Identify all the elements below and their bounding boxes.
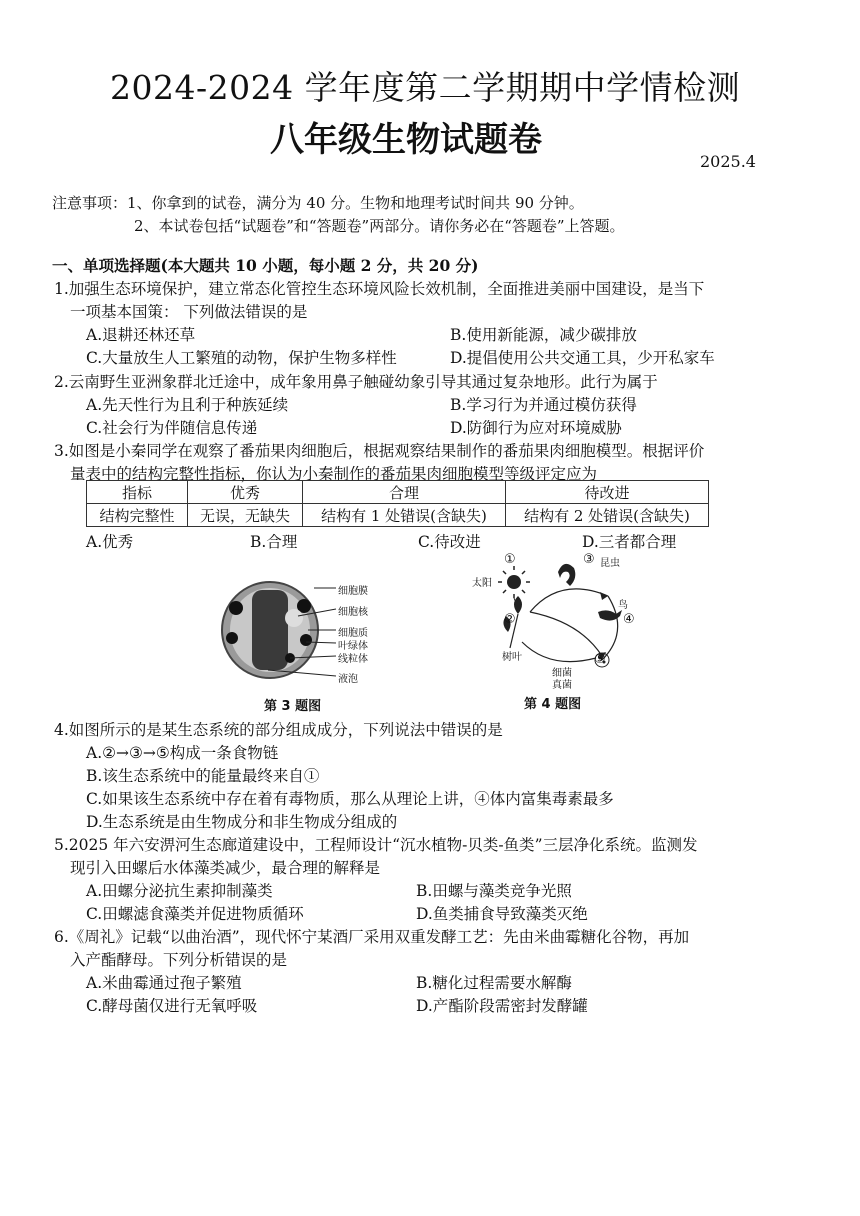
marker-1: ① — [504, 552, 516, 567]
exam-title: 2024-2024 学年度第二学期期中学情检测 — [110, 68, 741, 107]
q3-option-c: C.待改进 — [418, 533, 481, 551]
marker-5: ⑤ — [594, 652, 606, 667]
label-insect: 昆虫 — [600, 558, 620, 569]
label-leaf: 树叶 — [502, 652, 522, 663]
q4-option-c: C.如果该生态系统中存在着有毒物质，那么从理论上讲，④体内富集毒素最多 — [86, 790, 614, 808]
q1-stem-line-1: 1.加强生态环境保护，建立常态化管控生态环境风险长效机制，全面推进美丽中国建设，是当下 — [54, 280, 705, 298]
table-header-row — [87, 481, 709, 504]
table-header-cell: 优秀 — [188, 481, 303, 504]
figure-4-ecosystem — [470, 552, 650, 713]
q6-option-c: C.酵母菌仅进行无氧呼吸 — [86, 997, 258, 1015]
q6-option-b: B.糖化过程需要水解酶 — [416, 974, 572, 992]
evaluation-table — [86, 480, 709, 527]
q6-stem-line-1: 6.《周礼》记载“以曲治酒”，现代怀宁某酒厂采用双重发酵工艺：先由米曲霉糖化谷物，再加 — [54, 928, 690, 946]
label-mitochondria: 线粒体 — [338, 654, 368, 665]
q5-option-b: B.田螺与藻类竞争光照 — [416, 882, 572, 900]
q1-stem-line-2: 一项基本国策： 下列做法错误的是 — [70, 303, 308, 321]
exam-date: 2025.4 — [700, 152, 756, 171]
label-bacteria: 细菌 — [552, 668, 572, 679]
q6-option-a: A.米曲霉通过孢子繁殖 — [86, 974, 242, 992]
bird-icon — [598, 610, 622, 621]
q5-option-d: D.鱼类捕食导致藻类灭绝 — [416, 905, 588, 923]
q3-option-d: D.三者都合理 — [582, 533, 677, 551]
table-cell: 结构完整性 — [87, 504, 188, 527]
q6-option-d: D.产酯阶段需密封发酵罐 — [416, 997, 588, 1015]
figure-4-caption: 第 4 题图 — [524, 697, 582, 712]
q3-stem-line-2: 量表中的结构完整性指标，你认为小秦制作的番茄果肉细胞模型等级评定应为 — [70, 465, 598, 483]
q3-option-b: B.合理 — [250, 533, 298, 551]
q2-option-d: D.防御行为应对环境威胁 — [450, 419, 622, 437]
q1-option-d: D.提倡使用公共交通工具，少开私家车 — [450, 349, 715, 367]
label-cytoplasm: 细胞质 — [338, 628, 368, 639]
table-row — [87, 504, 709, 527]
label-sun: 太阳 — [472, 578, 492, 589]
table-header-cell: 待改进 — [506, 481, 709, 504]
figure-3-cell-model — [218, 578, 398, 713]
marker-2: ② — [504, 612, 516, 627]
label-vacuole: 液泡 — [338, 674, 358, 685]
insect-icon — [558, 564, 575, 586]
sun-icon — [507, 575, 521, 589]
q3-option-a: A.优秀 — [86, 533, 134, 551]
notice-line-2: 2、本试卷包括“试题卷”和“答题卷”两部分。请你务必在“答题卷”上答题。 — [134, 217, 625, 235]
table-cell: 结构有 2 处错误(含缺失) — [506, 504, 709, 527]
table-cell: 无误，无缺失 — [188, 504, 303, 527]
table-header-cell: 指标 — [87, 481, 188, 504]
q2-option-c: C.社会行为伴随信息传递 — [86, 419, 258, 437]
q2-option-b: B.学习行为并通过模仿获得 — [450, 396, 637, 414]
label-bird: 鸟 — [618, 600, 628, 611]
table-cell: 结构有 1 处错误(含缺失) — [303, 504, 506, 527]
q3-stem-line-1: 3.如图是小秦同学在观察了番茄果肉细胞后，根据观察结果制作的番茄果肉细胞模型。根据评价 — [54, 442, 705, 460]
q5-stem-line-1: 5.2025 年六安淠河生态廊道建设中，工程师设计“沉水植物-贝类-鱼类”三层净化系统。监测发 — [54, 836, 698, 854]
section-heading: 一、单项选择题(本大题共 10 小题，每小题 2 分，共 20 分) — [52, 256, 479, 275]
label-cell-membrane: 细胞膜 — [338, 586, 368, 597]
q4-option-d: D.生态系统是由生物成分和非生物成分组成的 — [86, 813, 398, 831]
q4-option-a: A.②→③→⑤构成一条食物链 — [86, 744, 279, 762]
q4-option-b: B.该生态系统中的能量最终来自① — [86, 767, 320, 785]
q2-stem: 2.云南野生亚洲象群北迁途中，成年象用鼻子触碰幼象引导其通过复杂地形。此行为属于 — [54, 373, 658, 391]
q5-option-a: A.田螺分泌抗生素抑制藻类 — [86, 882, 273, 900]
notice-line-1: 注意事项：1、你拿到的试卷，满分为 40 分。生物和地理考试时间共 90 分钟。 — [52, 194, 584, 212]
q1-option-c: C.大量放生人工繁殖的动物，保护生物多样性 — [86, 349, 397, 367]
label-chloroplast: 叶绿体 — [338, 641, 368, 652]
marker-3: ③ — [583, 552, 595, 567]
label-fungi: 真菌 — [552, 680, 572, 691]
label-nucleus: 细胞核 — [338, 607, 368, 618]
q4-stem: 4.如图所示的是某生态系统的部分组成成分，下列说法中错误的是 — [54, 721, 503, 739]
q2-option-a: A.先天性行为且利于种族延续 — [86, 396, 289, 414]
marker-4: ④ — [623, 612, 635, 627]
q5-stem-line-2: 现引入田螺后水体藻类减少，最合理的解释是 — [70, 859, 381, 877]
q1-option-b: B.使用新能源，减少碳排放 — [450, 326, 637, 344]
figure-3-caption: 第 3 题图 — [264, 699, 322, 714]
table-header-cell: 合理 — [303, 481, 506, 504]
q6-stem-line-2: 入产酯酵母。下列分析错误的是 — [70, 951, 288, 969]
q5-option-c: C.田螺滤食藻类并促进物质循环 — [86, 905, 304, 923]
q1-option-a: A.退耕还林还草 — [86, 326, 196, 344]
cell-model-illustration — [218, 578, 398, 693]
exam-subtitle: 八年级生物试题卷 — [270, 120, 542, 160]
